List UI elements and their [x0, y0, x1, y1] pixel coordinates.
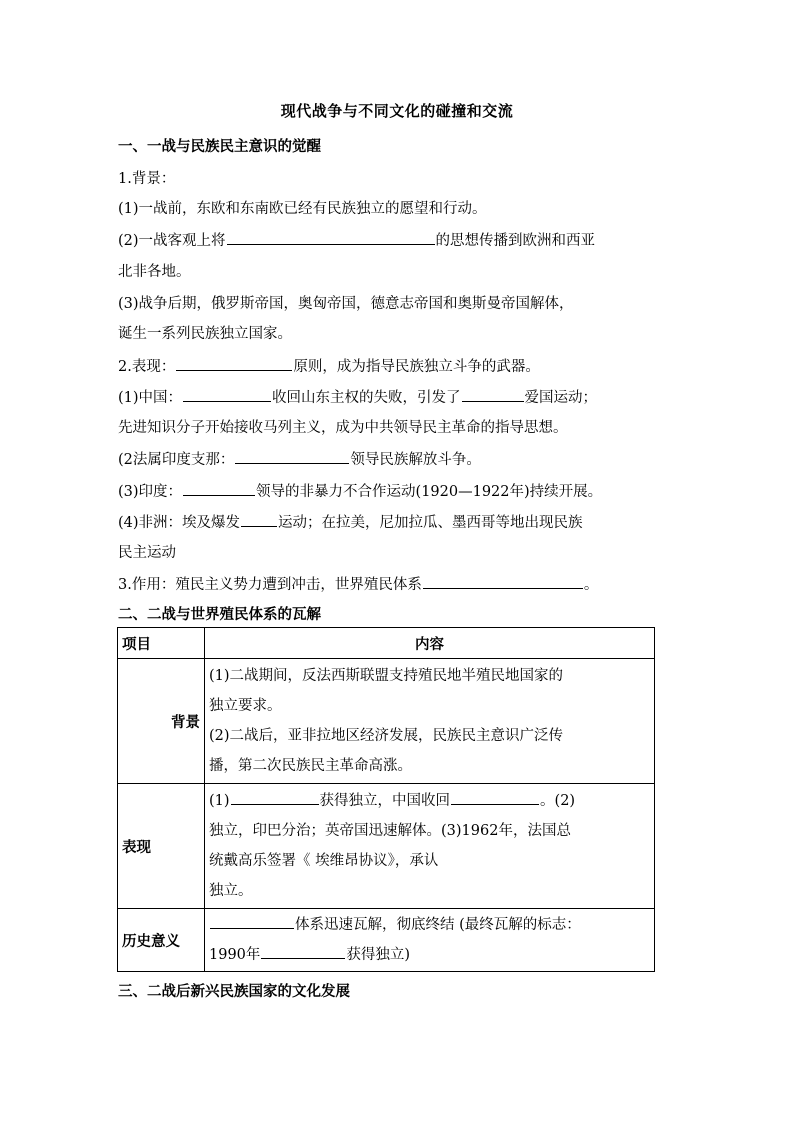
cell-line — [209, 910, 650, 940]
text-span: 。 — [583, 577, 599, 593]
africa-item — [118, 511, 583, 532]
fill-blank[interactable] — [183, 387, 271, 402]
table-row — [118, 628, 655, 659]
cell-line: 独立要求。 — [209, 698, 282, 714]
fill-blank[interactable] — [423, 574, 583, 589]
section-3-heading: 三、二战后新兴民族国家的文化发展 — [118, 983, 350, 1000]
text-span: (2)一战客观上将 — [118, 233, 226, 249]
row-label-background: 背景 — [118, 659, 205, 784]
decolonization-table — [117, 627, 655, 972]
text-span: 获得独立) — [346, 947, 411, 963]
fill-blank[interactable] — [176, 356, 292, 371]
text-span: (1)中国： — [118, 390, 183, 406]
text-span: 原则，成为指导民族独立斗争的武器。 — [293, 359, 540, 375]
cell-line — [209, 940, 650, 970]
fill-blank[interactable] — [210, 914, 294, 929]
fill-blank[interactable] — [227, 230, 435, 245]
background-item-1: (1)一战前，东欧和东南欧已经有民族独立的愿望和行动。 — [118, 201, 487, 217]
text-span: (2法属印度支那： — [118, 452, 235, 468]
cell-line: (1)二战期间，反法西斯联盟支持殖民地半殖民地国家的 — [209, 668, 564, 684]
cell-line: 播，第二次民族民主革命高涨。 — [209, 758, 412, 774]
row-content-manifestation — [205, 784, 655, 909]
text-span: (3)印度： — [118, 484, 183, 500]
indochina-item — [118, 448, 481, 469]
fill-blank[interactable] — [183, 481, 255, 496]
china-item-cont: 先进知识分子开始接收马列主义，成为中共领导民主革命的指导思想。 — [118, 420, 568, 436]
document-title: 现代战争与不同文化的碰撞和交流 — [280, 102, 514, 120]
background-item-3: (3)战争后期，俄罗斯帝国，奥匈帝国，德意志帝国和奥斯曼帝国解体， — [118, 296, 574, 312]
row-label-manifestation: 表现 — [118, 784, 205, 909]
text-span: 体系迅速瓦解，彻底终结 (最终瓦解的标志： — [295, 917, 581, 933]
text-span: 爱国运动； — [524, 390, 598, 406]
section-2-heading: 二、二战与世界殖民体系的瓦解 — [118, 606, 321, 623]
background-item-2-cont: 北非各地。 — [118, 264, 191, 280]
section-1-heading: 一、一战与民族民主意识的觉醒 — [118, 138, 321, 155]
text-span: 领导民族解放斗争。 — [350, 452, 481, 468]
fill-blank[interactable] — [235, 449, 349, 464]
fill-blank[interactable] — [261, 944, 345, 959]
text-span: 3.作用：殖民主义势力遭到冲击，世界殖民体系 — [118, 577, 422, 593]
row-content-background — [205, 659, 655, 784]
header-cell-content: 内容 — [205, 628, 655, 659]
fill-blank[interactable] — [231, 790, 319, 805]
table-row — [118, 784, 655, 909]
text-span: (1) — [209, 793, 230, 809]
cell-line: 统戴高乐签署《 埃维昂协议》，承认 — [209, 853, 439, 869]
background-item-3-cont: 诞生一系列民族独立国家。 — [118, 326, 292, 342]
text-span: 2.表现： — [118, 359, 176, 375]
cell-line: (2)二战后，亚非拉地区经济发展，民族民主意识广泛传 — [209, 728, 564, 744]
table-row — [118, 909, 655, 972]
text-span: 。(2) — [540, 793, 576, 809]
cell-line: 独立，印巴分治；英帝国迅速解体。(3)1962年，法国总 — [209, 823, 571, 839]
row-content-significance — [205, 909, 655, 972]
table-row — [118, 659, 655, 784]
china-item — [118, 386, 597, 407]
row-label-significance: 历史意义 — [118, 909, 205, 972]
india-item — [118, 480, 602, 501]
manifestation-label — [118, 355, 540, 376]
fill-blank[interactable] — [241, 512, 277, 527]
text-span: 获得独立，中国收回 — [319, 793, 451, 809]
text-span: 1990年 — [209, 947, 261, 963]
fill-blank[interactable] — [451, 790, 539, 805]
background-label: 1.背景： — [118, 171, 176, 187]
text-span: 领导的非暴力不合作运动(1920—1922年)持续开展。 — [256, 484, 603, 500]
cell-line: 独立。 — [209, 883, 253, 899]
fill-blank[interactable] — [462, 387, 524, 402]
effect-item — [118, 573, 598, 594]
text-span: 的思想传播到欧洲和西亚 — [435, 233, 596, 249]
text-span: (4)非洲：埃及爆发 — [118, 515, 241, 531]
cell-line — [209, 786, 650, 816]
header-cell-item: 项目 — [118, 628, 205, 659]
background-item-2 — [118, 229, 595, 250]
text-span: 收回山东主权的失败，引发了 — [272, 390, 461, 406]
africa-item-cont: 民主运动 — [118, 545, 176, 561]
text-span: 运动；在拉美，尼加拉瓜、墨西哥等地出现民族 — [278, 515, 583, 531]
